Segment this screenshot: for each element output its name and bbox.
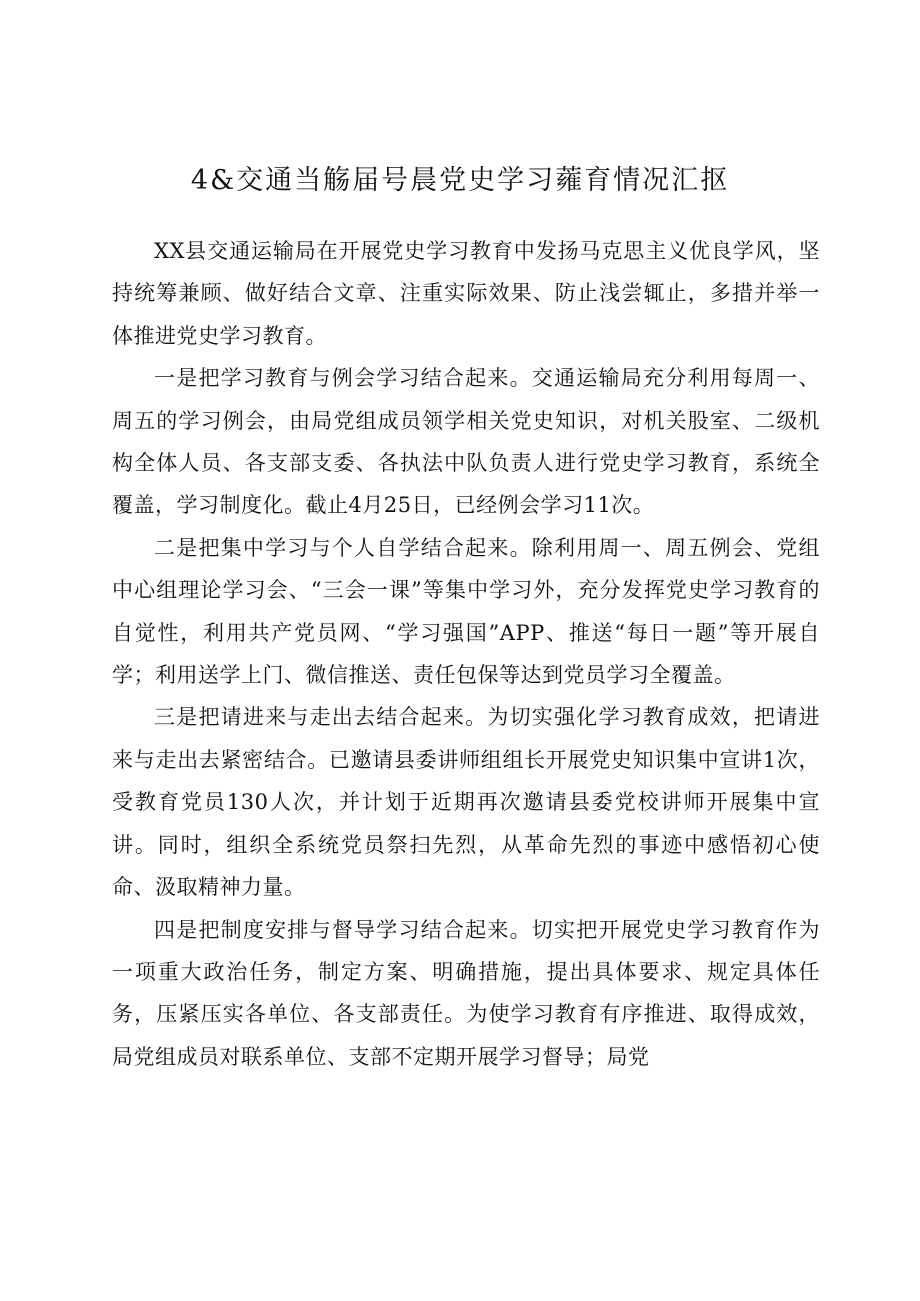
paragraph-intro: XX县交通运输局在开展党史学习教育中发扬马克思主义优良学风，坚持统筹兼顾、做好结合文章、注重实际效果、防止浅尝辄止，多措并举一体推进党史学习教育。 — [112, 239, 820, 348]
document-title: 4&交通当觞届号晨党史学习蕹育情况汇抠 — [190, 165, 730, 196]
paragraph-3: 三是把请进来与走出去结合起来。为切实强化学习教育成效，把请进来与走出去紧密结合。已邀请县委讲师组组长开展党史知识集中宣讲1次，受教育党员130人次，并计划于近期再次邀请县委党校讲师开展集中宣讲。同时，组织全系统党员祭扫先烈，从革命先烈的事迹中感悟初心使命、汲取精神力量。 — [112, 705, 820, 900]
paragraph-1: 一是把学习教育与例会学习结合起来。交通运输局充分利用每周一、周五的学习例会，由局党组成员领学相关党史知识，对机关股室、二级机构全体人员、各支部支委、各执法中队负责人进行党史学习教育，系统全覆盖，学习制度化。截止4月25日，已经例会学习11次。 — [112, 366, 820, 518]
paragraph-2: 二是把集中学习与个人自学结合起来。除利用周一、周五例会、党组中心组理论学习会、“三会一课”等集中学习外，充分发挥党史学习教育的自觉性，利用共产党员网、“学习强国”APP、推送“每日一题”等开展自学；利用送学上门、微信推送、责任包保等达到党员学习全覆盖。 — [112, 535, 820, 688]
document-body — [112, 230, 820, 1078]
paragraph-4: 四是把制度安排与督导学习结合起来。切实把开展党史学习教育作为一项重大政治任务，制定方案、明确措施，提出具体要求、规定具体任务，压紧压实各单位、各支部责任。为使学习教育有序推进、取得成效，局党组成员对联系单位、支部不定期开展学习督导；局党 — [112, 917, 820, 1069]
